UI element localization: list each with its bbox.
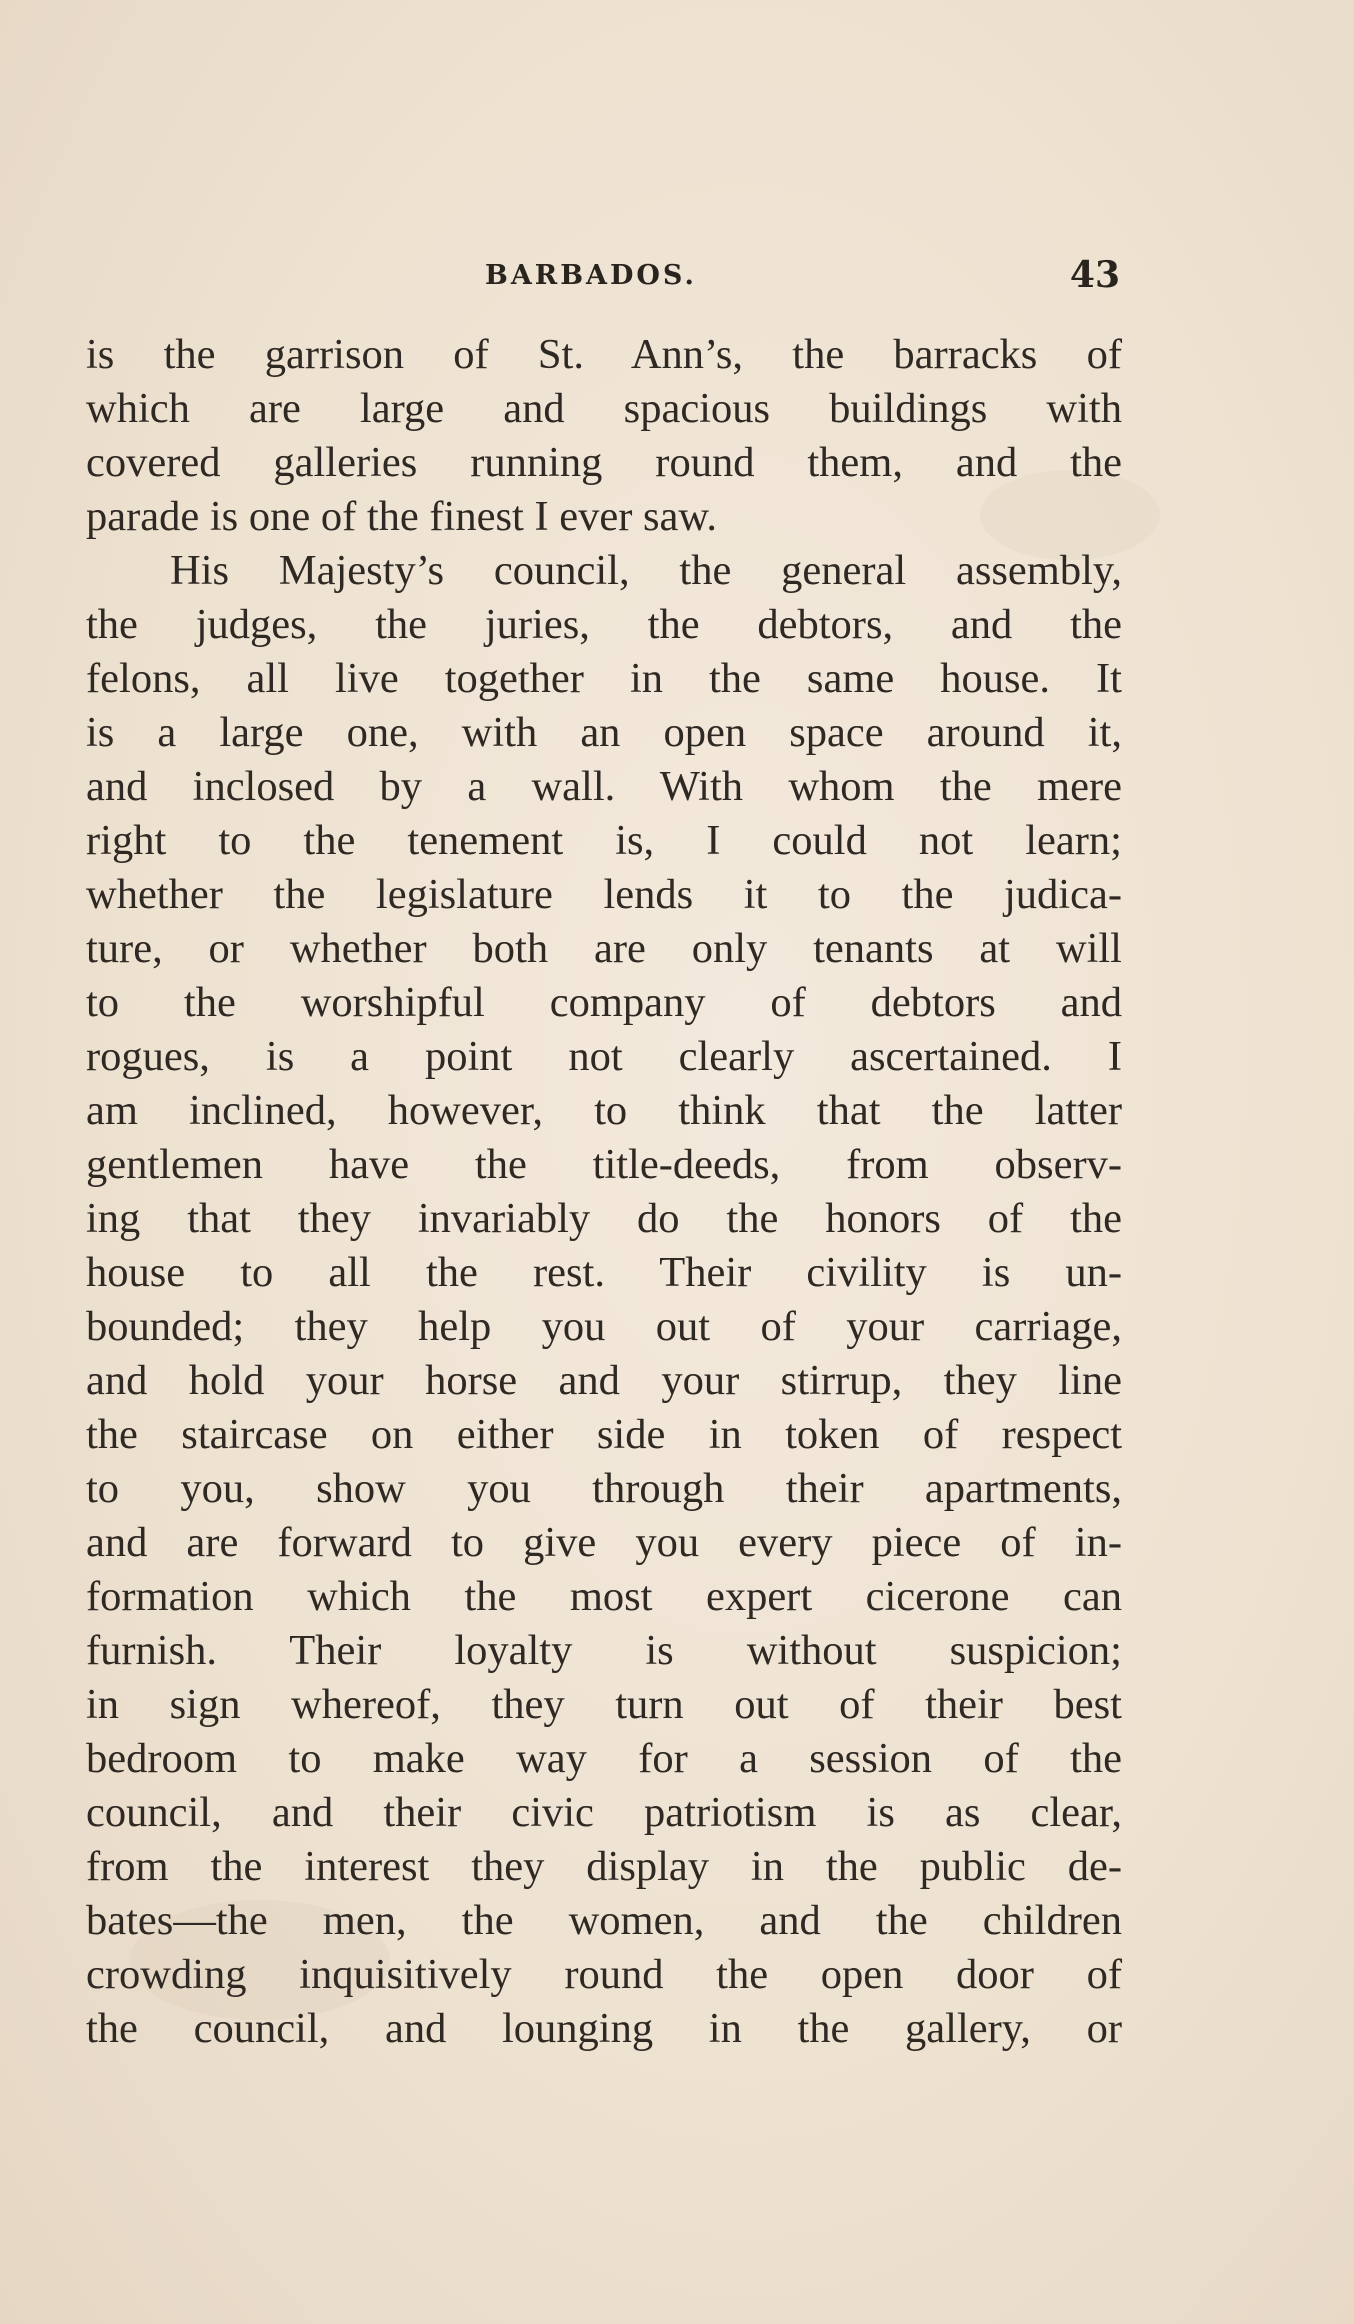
text-line: the staircase on either side in token of respect — [86, 1411, 1122, 1458]
text-line: parade is one of the finest I ever saw. — [86, 493, 717, 540]
text-line: and inclosed by a wall. With whom the mere — [86, 763, 1122, 810]
running-head: BARBADOS. — [485, 260, 697, 291]
text-line: council, and their civic patriotism is as clear, — [86, 1789, 1122, 1836]
text-line: to the worshipful company of debtors and — [86, 979, 1122, 1026]
text-line: rogues, is a point not clearly ascertained. I — [86, 1033, 1122, 1080]
text-line: furnish. Their loyalty is without suspicion; — [86, 1627, 1122, 1674]
text-line: whether the legislature lends it to the judica- — [86, 871, 1122, 918]
text-line: which are large and spacious buildings with — [86, 385, 1122, 432]
text-line: ing that they invariably do the honors of the — [86, 1195, 1122, 1242]
text-line: from the interest they display in the public de- — [86, 1843, 1122, 1890]
paragraph-first-line: His Majesty’s council, the general assembly, — [170, 547, 1122, 594]
text-line: ture, or whether both are only tenants at will — [86, 925, 1122, 972]
text-line: to you, show you through their apartments, — [86, 1465, 1122, 1512]
text-line: and hold your horse and your stirrup, they line — [86, 1357, 1122, 1404]
text-line: the judges, the juries, the debtors, and the — [86, 601, 1122, 648]
text-line: covered galleries running round them, and the — [86, 439, 1122, 486]
text-line: the council, and lounging in the gallery, or — [86, 2005, 1122, 2052]
text-line: crowding inquisitively round the open door of — [86, 1951, 1122, 1998]
text-line: bedroom to make way for a session of the — [86, 1735, 1122, 1782]
page-header — [90, 254, 1120, 304]
text-line: house to all the rest. Their civility is un- — [86, 1249, 1122, 1296]
text-line: right to the tenement is, I could not learn; — [86, 817, 1122, 864]
text-line: in sign whereof, they turn out of their best — [86, 1681, 1122, 1728]
text-line: is the garrison of St. Ann’s, the barracks of — [86, 331, 1122, 378]
text-line: formation which the most expert cicerone can — [86, 1573, 1122, 1620]
text-line: gentlemen have the title-deeds, from observ- — [86, 1141, 1122, 1188]
text-line: am inclined, however, to think that the latter — [86, 1087, 1122, 1134]
text-line: and are forward to give you every piece of in- — [86, 1519, 1122, 1566]
body-text — [86, 328, 1122, 2056]
text-line: is a large one, with an open space around it, — [86, 709, 1122, 756]
text-line: bates—the men, the women, and the children — [86, 1897, 1122, 1944]
page-number: 43 — [1069, 254, 1120, 296]
text-line: bounded; they help you out of your carriage, — [86, 1303, 1122, 1350]
text-line: felons, all live together in the same house. It — [86, 655, 1122, 702]
